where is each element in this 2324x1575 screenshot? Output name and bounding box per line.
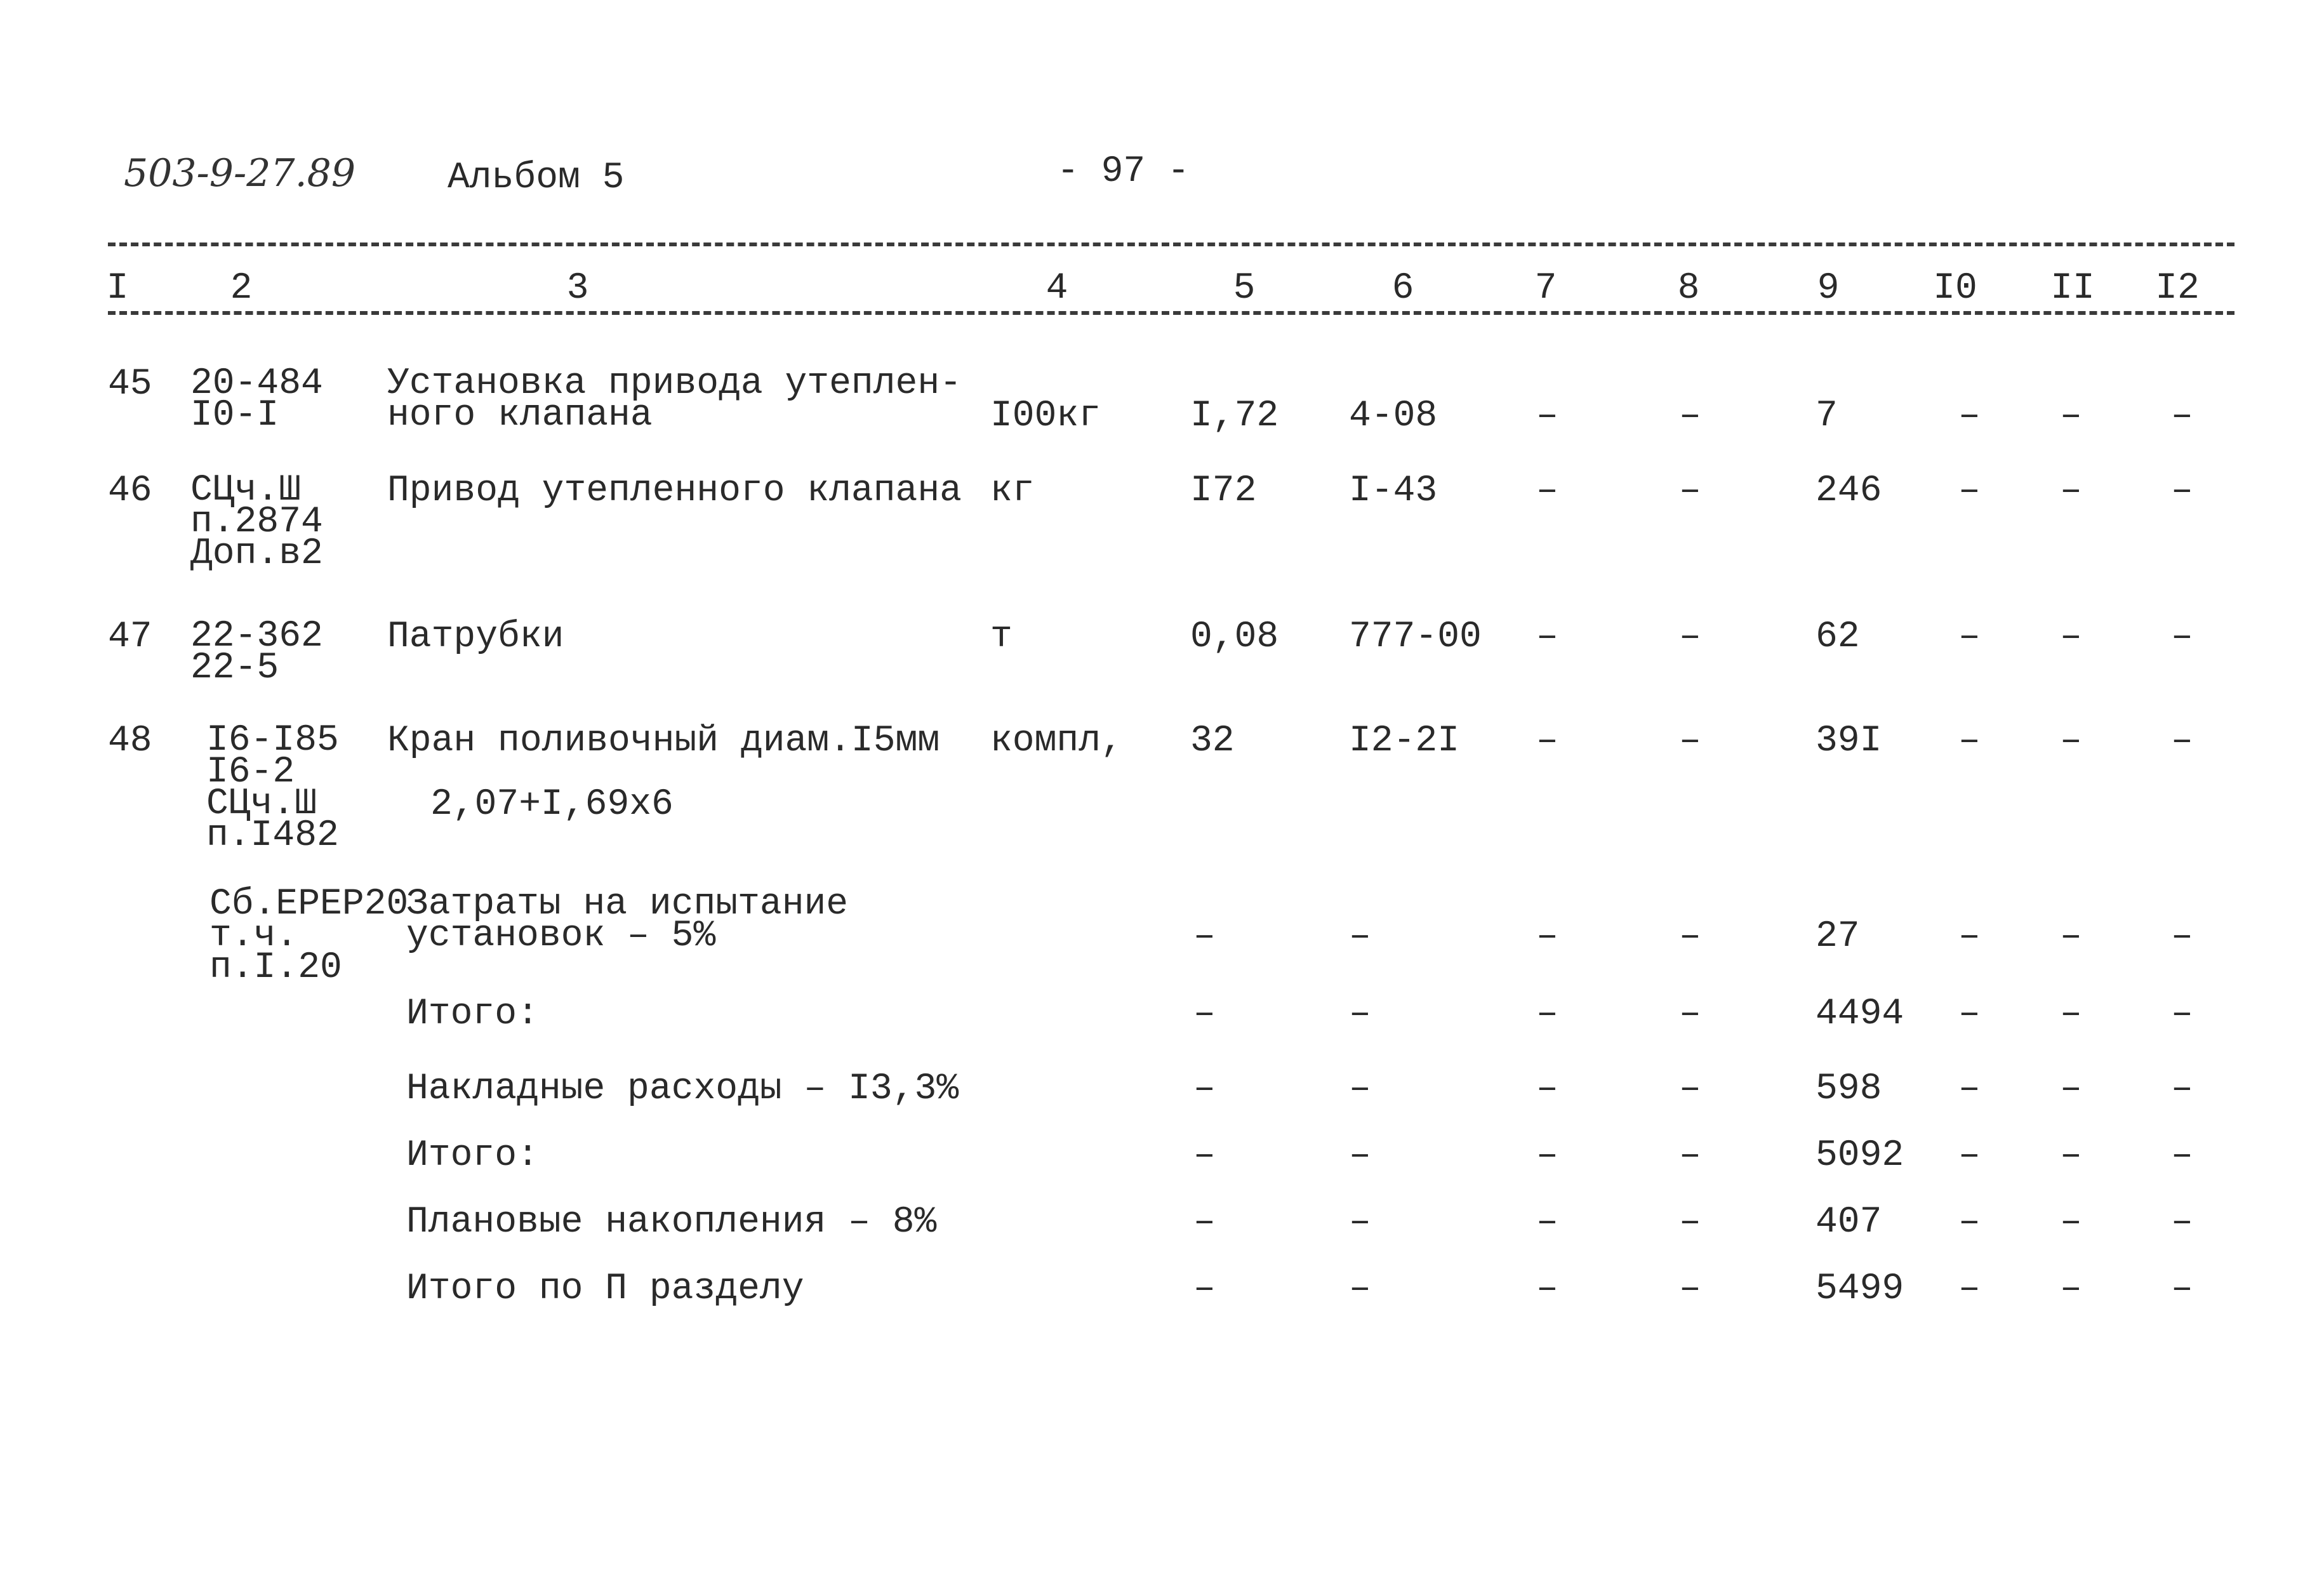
- row-qty: 0,08: [1190, 616, 1279, 658]
- summary-col9: 598: [1816, 1068, 1882, 1110]
- row-qty: 32: [1190, 721, 1235, 762]
- row-price: I2-2I: [1349, 721, 1460, 762]
- summary-col11: –: [2060, 994, 2082, 1035]
- summary-label: Плановые накопления – 8%: [406, 1202, 937, 1243]
- row-unit: компл,: [990, 721, 1123, 762]
- col-header-1: I: [106, 268, 129, 309]
- summary-col11: –: [2060, 1268, 2082, 1310]
- row-number: 47: [108, 616, 152, 658]
- summary-price: –: [1349, 994, 1371, 1035]
- summary-label: Итого:: [406, 1135, 539, 1176]
- summary-qty: –: [1193, 994, 1216, 1035]
- summary-col10: –: [1958, 1202, 1981, 1243]
- row-col10: –: [1958, 470, 1981, 512]
- row-number: 48: [108, 721, 152, 762]
- row-col12: –: [2171, 470, 2193, 512]
- row-code: Сб.ЕРЕР20 т.ч. п.I.20: [209, 884, 409, 988]
- summary-price: –: [1349, 1135, 1371, 1176]
- row-unit: I00кг: [990, 395, 1101, 437]
- row-formula: 2,07+I,69х6: [430, 784, 674, 825]
- page-number: - 97 -: [1057, 151, 1190, 192]
- row-col11: –: [2060, 470, 2082, 512]
- summary-col12: –: [2171, 1068, 2193, 1110]
- summary-col10: –: [1958, 1135, 1981, 1176]
- row-col11: –: [2060, 616, 2082, 658]
- row-col9: 246: [1816, 470, 1882, 512]
- row-col7: –: [1536, 395, 1558, 437]
- row-col12: –: [2171, 916, 2193, 957]
- row-col7: –: [1536, 616, 1558, 658]
- summary-col7: –: [1536, 1135, 1558, 1176]
- row-col9: 39I: [1816, 721, 1882, 762]
- row-name: Привод утепленного клапана: [387, 470, 962, 512]
- row-code: 22-362 22-5: [190, 616, 323, 689]
- summary-qty: –: [1193, 1068, 1216, 1110]
- summary-col10: –: [1958, 994, 1981, 1035]
- summary-col8: –: [1679, 1135, 1701, 1176]
- row-price: –: [1349, 916, 1371, 957]
- row-col11: –: [2060, 395, 2082, 437]
- document-code: 503-9-27.89: [124, 151, 356, 196]
- summary-col11: –: [2060, 1202, 2082, 1243]
- summary-col7: –: [1536, 1268, 1558, 1310]
- col-header-2: 2: [230, 268, 253, 309]
- row-col8: –: [1679, 721, 1701, 762]
- row-code: СЦч.Ш п.2874 Доп.в2: [190, 470, 323, 575]
- row-col8: –: [1679, 616, 1701, 658]
- row-col7: –: [1536, 721, 1558, 762]
- summary-label: Итого:: [406, 994, 539, 1035]
- row-name: Патрубки: [387, 616, 564, 658]
- summary-col8: –: [1679, 1068, 1701, 1110]
- row-number: 46: [108, 470, 152, 512]
- col-header-7: 7: [1534, 268, 1557, 309]
- summary-col11: –: [2060, 1068, 2082, 1110]
- col-header-6: 6: [1391, 268, 1414, 309]
- row-unit: кг: [990, 470, 1035, 512]
- row-col11: –: [2060, 916, 2082, 957]
- row-price: 4-08: [1349, 395, 1438, 437]
- summary-col8: –: [1679, 994, 1701, 1035]
- summary-label: Итого по П разделу: [406, 1268, 804, 1310]
- summary-price: –: [1349, 1202, 1371, 1243]
- summary-col8: –: [1679, 1202, 1701, 1243]
- row-number: 45: [108, 364, 152, 405]
- row-col9: 7: [1816, 395, 1838, 437]
- summary-col10: –: [1958, 1068, 1981, 1110]
- summary-col7: –: [1536, 1202, 1558, 1243]
- col-header-10: I0: [1933, 268, 1977, 309]
- row-col9: 27: [1816, 916, 1860, 957]
- col-header-8: 8: [1677, 268, 1700, 309]
- summary-col9: 5499: [1816, 1268, 1904, 1310]
- summary-col12: –: [2171, 1202, 2193, 1243]
- row-qty: I,72: [1190, 395, 1279, 437]
- row-col11: –: [2060, 721, 2082, 762]
- header-bottom-rule: [108, 311, 2234, 315]
- col-header-11: II: [2050, 268, 2095, 309]
- row-col12: –: [2171, 395, 2193, 437]
- row-col8: –: [1679, 395, 1701, 437]
- summary-qty: –: [1193, 1268, 1216, 1310]
- summary-qty: –: [1193, 1135, 1216, 1176]
- summary-price: –: [1349, 1068, 1371, 1110]
- row-price: I-43: [1349, 470, 1438, 512]
- row-qty: I72: [1190, 470, 1257, 512]
- row-qty: –: [1193, 916, 1216, 957]
- summary-col12: –: [2171, 1268, 2193, 1310]
- row-col10: –: [1958, 916, 1981, 957]
- row-col7: –: [1536, 470, 1558, 512]
- row-code: I6-I85 I6-2 СЦч.Ш п.I482: [206, 720, 339, 856]
- summary-col12: –: [2171, 994, 2193, 1035]
- summary-label: Накладные расходы – I3,3%: [406, 1068, 959, 1110]
- row-col12: –: [2171, 616, 2193, 658]
- row-price: 777-00: [1349, 616, 1482, 658]
- summary-col11: –: [2060, 1135, 2082, 1176]
- header-top-rule: [108, 243, 2234, 246]
- row-unit: т: [990, 616, 1013, 658]
- summary-col9: 5092: [1816, 1135, 1904, 1176]
- summary-qty: –: [1193, 1202, 1216, 1243]
- col-header-12: I2: [2155, 268, 2200, 309]
- summary-col9: 407: [1816, 1202, 1882, 1243]
- summary-col9: 4494: [1816, 994, 1904, 1035]
- row-col10: –: [1958, 616, 1981, 658]
- row-col10: –: [1958, 721, 1981, 762]
- row-name: Кран поливочный диам.I5мм: [387, 721, 940, 762]
- row-name: Установка привода утеплен- ного клапана: [387, 363, 962, 436]
- row-col12: –: [2171, 721, 2193, 762]
- summary-col8: –: [1679, 1268, 1701, 1310]
- row-col7: –: [1536, 916, 1558, 957]
- row-name: Затраты на испытание установок – 5%: [406, 884, 849, 957]
- summary-col10: –: [1958, 1268, 1981, 1310]
- summary-price: –: [1349, 1268, 1371, 1310]
- row-col10: –: [1958, 395, 1981, 437]
- col-header-5: 5: [1233, 268, 1256, 309]
- summary-col7: –: [1536, 1068, 1558, 1110]
- row-col8: –: [1679, 470, 1701, 512]
- col-header-9: 9: [1817, 268, 1840, 309]
- album-label: Альбом 5: [448, 157, 625, 199]
- summary-col7: –: [1536, 994, 1558, 1035]
- col-header-3: 3: [566, 268, 589, 309]
- row-col9: 62: [1816, 616, 1860, 658]
- row-col8: –: [1679, 916, 1701, 957]
- summary-col12: –: [2171, 1135, 2193, 1176]
- row-code: 20-484 I0-I: [190, 363, 323, 436]
- col-header-4: 4: [1046, 268, 1068, 309]
